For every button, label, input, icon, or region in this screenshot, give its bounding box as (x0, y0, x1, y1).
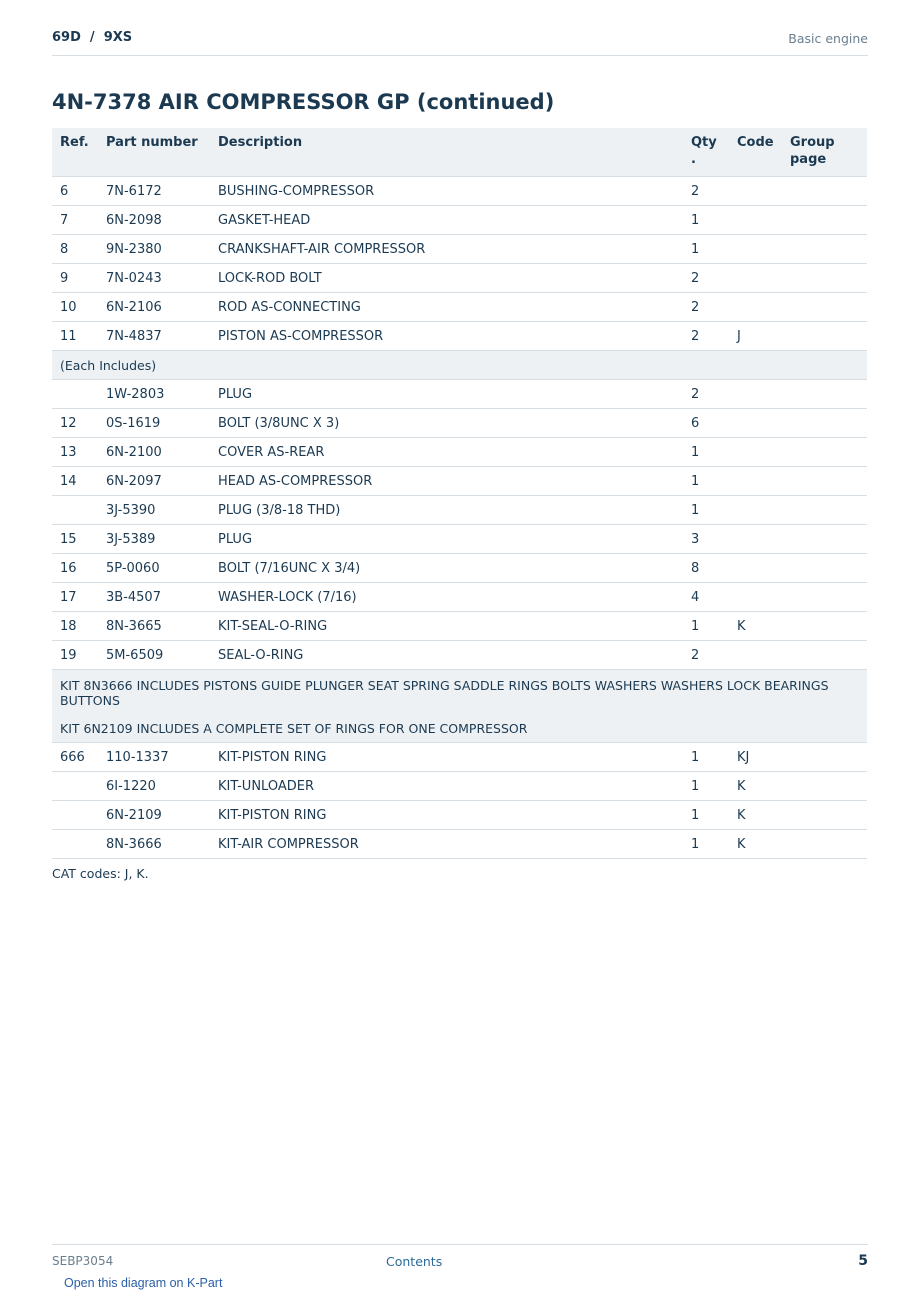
table-row (52, 264, 867, 293)
cell-part-number: 7N-4837 (98, 322, 210, 351)
cell-code (729, 409, 782, 438)
cell-ref: 15 (52, 525, 98, 554)
parts-table (52, 128, 867, 859)
cell-description: PISTON AS-COMPRESSOR (210, 322, 683, 351)
cell-description: ROD AS-CONNECTING (210, 293, 683, 322)
cell-qty: 2 (683, 177, 729, 206)
table-row (52, 830, 867, 859)
cell-qty: 1 (683, 438, 729, 467)
table-row (52, 380, 867, 409)
cell-description: PLUG (210, 380, 683, 409)
cell-group-page (782, 612, 867, 641)
cell-part-number: 3J-5390 (98, 496, 210, 525)
cell-code (729, 641, 782, 670)
cell-ref (52, 496, 98, 525)
cell-code: J (729, 322, 782, 351)
cell-description: KIT-PISTON RING (210, 743, 683, 772)
cell-part-number: 3J-5389 (98, 525, 210, 554)
kpart-diagram-link[interactable]: Open this diagram on K-Part (64, 1276, 223, 1290)
cell-group-page (782, 264, 867, 293)
cell-ref: 11 (52, 322, 98, 351)
cell-description: HEAD AS-COMPRESSOR (210, 467, 683, 496)
each-includes-section (52, 351, 867, 380)
cell-part-number: 7N-6172 (98, 177, 210, 206)
cell-qty: 2 (683, 293, 729, 322)
cell-group-page (782, 554, 867, 583)
each-includes-note: (Each Includes) (52, 351, 867, 380)
kit-notes-cell (52, 670, 867, 743)
column-header-code: Code (729, 128, 782, 177)
cell-group-page (782, 496, 867, 525)
cell-qty: 1 (683, 467, 729, 496)
cell-code (729, 206, 782, 235)
cell-qty: 8 (683, 554, 729, 583)
cell-qty: 1 (683, 206, 729, 235)
table-row (52, 322, 867, 351)
page-title (52, 90, 554, 114)
cell-group-page (782, 772, 867, 801)
cell-description: BOLT (7/16UNC X 3/4) (210, 554, 683, 583)
cell-description: CRANKSHAFT-AIR COMPRESSOR (210, 235, 683, 264)
cell-qty: 1 (683, 235, 729, 264)
table-row (52, 438, 867, 467)
table-row (52, 293, 867, 322)
cell-group-page (782, 467, 867, 496)
column-header-qty: Qty . (683, 128, 729, 177)
cell-ref: 17 (52, 583, 98, 612)
cell-ref: 666 (52, 743, 98, 772)
cell-qty: 3 (683, 525, 729, 554)
cell-group-page (782, 177, 867, 206)
cell-code (729, 380, 782, 409)
table-row (52, 772, 867, 801)
cell-ref: 18 (52, 612, 98, 641)
cell-ref: 13 (52, 438, 98, 467)
cell-group-page (782, 801, 867, 830)
column-header-ref: Ref. (52, 128, 98, 177)
cell-description: COVER AS-REAR (210, 438, 683, 467)
cell-description: BUSHING-COMPRESSOR (210, 177, 683, 206)
cell-description: KIT-UNLOADER (210, 772, 683, 801)
cell-part-number: 6I-1220 (98, 772, 210, 801)
table-row (52, 496, 867, 525)
cell-group-page (782, 583, 867, 612)
cell-group-page (782, 206, 867, 235)
cell-code (729, 438, 782, 467)
cell-group-page (782, 438, 867, 467)
cell-group-page (782, 380, 867, 409)
cell-qty: 2 (683, 380, 729, 409)
cell-qty: 1 (683, 612, 729, 641)
cell-ref: 8 (52, 235, 98, 264)
cell-code: KJ (729, 743, 782, 772)
table-row (52, 641, 867, 670)
cell-qty: 2 (683, 641, 729, 670)
cell-code (729, 235, 782, 264)
cell-qty: 1 (683, 496, 729, 525)
table-body (52, 177, 867, 351)
kit-note: KIT 6N2109 INCLUDES A COMPLETE SET OF RINGS FOR ONE COMPRESSOR (60, 721, 528, 736)
cell-code (729, 177, 782, 206)
cell-part-number: 6N-2098 (98, 206, 210, 235)
cat-codes: CAT codes: J, K. (52, 866, 149, 881)
cell-qty: 2 (683, 322, 729, 351)
title-suffix: (continued) (416, 90, 555, 114)
cell-ref (52, 380, 98, 409)
cell-part-number: 3B-4507 (98, 583, 210, 612)
cell-qty: 2 (683, 264, 729, 293)
cell-group-page (782, 525, 867, 554)
cell-part-number: 110-1337 (98, 743, 210, 772)
table-row (52, 235, 867, 264)
cell-ref (52, 830, 98, 859)
cell-code (729, 467, 782, 496)
cell-part-number: 8N-3666 (98, 830, 210, 859)
cell-qty: 6 (683, 409, 729, 438)
cell-code: K (729, 772, 782, 801)
table-row (52, 612, 867, 641)
cell-qty: 4 (683, 583, 729, 612)
cell-part-number: 1W-2803 (98, 380, 210, 409)
page-footer (52, 1244, 868, 1274)
table-row (52, 743, 867, 772)
cell-ref: 14 (52, 467, 98, 496)
cell-part-number: 6N-2097 (98, 467, 210, 496)
each-includes-row (52, 351, 867, 380)
group-title: 4N-7378 AIR COMPRESSOR GP (52, 90, 410, 114)
cell-ref: 6 (52, 177, 98, 206)
cell-qty: 1 (683, 830, 729, 859)
cell-description: KIT-SEAL-O-RING (210, 612, 683, 641)
cell-description: LOCK-ROD BOLT (210, 264, 683, 293)
cell-qty: 1 (683, 743, 729, 772)
column-header-part-number: Part number (98, 128, 210, 177)
cell-ref: 7 (52, 206, 98, 235)
cell-ref: 12 (52, 409, 98, 438)
kit-notes-section (52, 670, 867, 743)
cell-description: BOLT (3/8UNC X 3) (210, 409, 683, 438)
cell-code (729, 496, 782, 525)
cell-part-number: 6N-2100 (98, 438, 210, 467)
cell-code: K (729, 612, 782, 641)
page-header (52, 28, 868, 56)
cell-part-number: 8N-3665 (98, 612, 210, 641)
kit-note: KIT 8N3666 INCLUDES PISTONS GUIDE PLUNGER SEAT SPRING SADDLE RINGS BOLTS WASHERS WASHERS LOCK BEARINGS BUTTONS (60, 678, 829, 708)
cell-part-number: 5P-0060 (98, 554, 210, 583)
cell-ref: 10 (52, 293, 98, 322)
cell-ref: 16 (52, 554, 98, 583)
cell-group-page (782, 235, 867, 264)
cell-part-number: 9N-2380 (98, 235, 210, 264)
cell-code (729, 293, 782, 322)
cell-part-number: 0S-1619 (98, 409, 210, 438)
cell-description: GASKET-HEAD (210, 206, 683, 235)
cell-part-number: 6N-2106 (98, 293, 210, 322)
cell-code (729, 525, 782, 554)
table-header-row (52, 128, 867, 177)
column-header-description: Description (210, 128, 683, 177)
model-label: 69D / 9XS (52, 30, 133, 45)
cell-group-page (782, 743, 867, 772)
cell-ref: 9 (52, 264, 98, 293)
table-row (52, 554, 867, 583)
table-row (52, 467, 867, 496)
cell-description: KIT-PISTON RING (210, 801, 683, 830)
cell-ref: 19 (52, 641, 98, 670)
section-label: Basic engine (788, 31, 868, 46)
table-body (52, 743, 867, 859)
cell-qty: 1 (683, 772, 729, 801)
cell-qty: 1 (683, 801, 729, 830)
cell-code: K (729, 801, 782, 830)
cell-group-page (782, 641, 867, 670)
cell-part-number: 6N-2109 (98, 801, 210, 830)
column-header-group-page: Group page (782, 128, 867, 177)
page-number: 5 (858, 1253, 868, 1269)
cell-description: PLUG (3/8-18 THD) (210, 496, 683, 525)
cell-group-page (782, 293, 867, 322)
cell-code (729, 264, 782, 293)
cell-group-page (782, 830, 867, 859)
cell-description: SEAL-O-RING (210, 641, 683, 670)
cell-part-number: 5M-6509 (98, 641, 210, 670)
table-row (52, 206, 867, 235)
contents-link[interactable]: Contents (386, 1254, 443, 1269)
cell-description: KIT-AIR COMPRESSOR (210, 830, 683, 859)
table-row (52, 177, 867, 206)
table-body (52, 380, 867, 670)
cell-description: PLUG (210, 525, 683, 554)
cell-group-page (782, 322, 867, 351)
cell-code (729, 583, 782, 612)
cell-ref (52, 772, 98, 801)
cell-description: WASHER-LOCK (7/16) (210, 583, 683, 612)
cell-ref (52, 801, 98, 830)
cell-part-number: 7N-0243 (98, 264, 210, 293)
cell-group-page (782, 409, 867, 438)
table-row (52, 525, 867, 554)
table-row (52, 409, 867, 438)
document-id: SEBP3054 (52, 1254, 114, 1268)
cell-code: K (729, 830, 782, 859)
table-row (52, 583, 867, 612)
table-row (52, 801, 867, 830)
kit-notes-row (52, 670, 867, 743)
cell-code (729, 554, 782, 583)
